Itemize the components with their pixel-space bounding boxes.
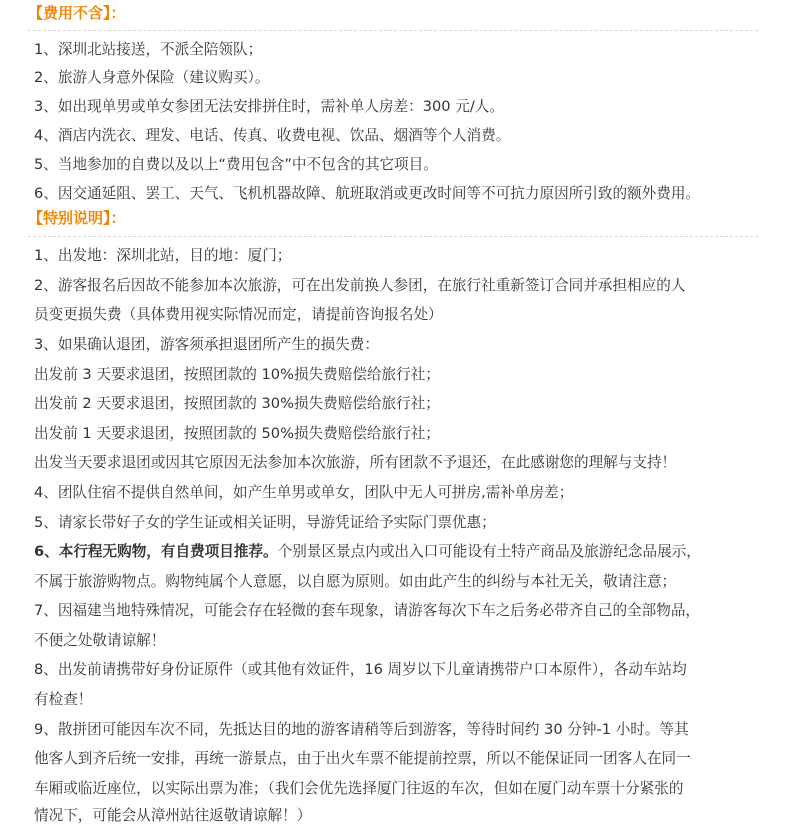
special-note-line: 出发前 1 天要求退团，按照团款的 50%损失费赔偿给旅行社； bbox=[34, 425, 440, 442]
special-note-line bbox=[34, 542, 701, 562]
section-divider bbox=[28, 30, 758, 31]
fees-excluded-title: 【费用不含】： bbox=[28, 4, 126, 22]
special-note-line: 出发前 2 天要求退团，按照团款的 30%损失费赔偿给旅行社； bbox=[34, 395, 440, 412]
special-note-line: 2、游客报名后因故不能参加本次旅游，可在出发前换人参团，在旅行社重新签订合同并承担相应的人 bbox=[34, 277, 686, 294]
special-note-line: 1、出发地：深圳北站，目的地：厦门； bbox=[34, 247, 292, 264]
special-note-line: 他客人到齐后统一安排，再统一游景点，由于出火车票不能提前控票，所以不能保证同一团客人在同一 bbox=[34, 750, 691, 767]
fees-excluded-item: 6、因交通延阻、罢工、天气、飞机机器故障、航班取消或更改时间等不可抗力原因所引致的额外费用。 bbox=[34, 185, 701, 202]
special-note-line: 5、请家长带好子女的学生证或相关证明，导游凭证给予实际门票优惠； bbox=[34, 514, 496, 531]
fees-excluded-item: 5、当地参加的自费以及以上“费用包含”中不包含的其它项目。 bbox=[34, 156, 438, 173]
fees-excluded-item: 3、如出现单男或单女参团无法安排拼住时，需补单人房差：300 元/人。 bbox=[34, 98, 504, 115]
special-note-line: 不便之处敬请谅解！ bbox=[34, 632, 166, 649]
special-note-line: 情况下，可能会从漳州站往返敬请谅解！） bbox=[34, 807, 312, 824]
special-note-line: 出发当天要求退团或因其它原因无法参加本次旅游，所有团款不予退还，在此感谢您的理解与支持！ bbox=[34, 454, 677, 471]
special-note-line: 9、散拼团可能因车次不同，先抵达目的地的游客请稍等后到游客，等待时间约 30 分钟-1 小时。等其 bbox=[34, 721, 689, 738]
fees-excluded-item: 2、旅游人身意外保险（建议购买）。 bbox=[34, 69, 270, 86]
special-note-line: 车厢或临近座位，以实际出票为准；（我们会优先选择厦门往返的车次，但如在厦门动车票十分紧张的 bbox=[34, 780, 684, 797]
special-note-line: 3、如果确认退团，游客须承担退团所产生的损失费： bbox=[34, 336, 379, 353]
special-note-line: 8、出发前请携带好身份证原件（或其他有效证件，16 周岁以下儿童请携带户口本原件），各动车站均 bbox=[34, 661, 687, 678]
fees-excluded-item: 4、酒店内洗衣、理发、电话、传真、收费电视、饮品、烟酒等个人消费。 bbox=[34, 127, 511, 144]
no-shopping-highlight: 6、本行程无购物，有自费项目推荐。 bbox=[34, 543, 278, 560]
section-divider bbox=[28, 236, 758, 237]
special-notes-title: 【特别说明】： bbox=[28, 209, 126, 227]
special-note-line: 员变更损失费（具体费用视实际情况而定，请提前咨询报名处） bbox=[34, 306, 443, 323]
fees-excluded-item: 1、深圳北站接送，不派全陪领队； bbox=[34, 41, 263, 58]
special-note-line: 有检查！ bbox=[34, 691, 93, 708]
special-note-line: 不属于旅游购物点。购物纯属个人意愿，以自愿为原则。如由此产生的纠纷与本社无关，敬请注意； bbox=[34, 573, 677, 590]
special-note-text: 个别景区景点内或出入口可能设有土特产商品及旅游纪念品展示， bbox=[277, 543, 701, 560]
special-note-line: 4、团队住宿不提供自然单间，如产生单男或单女，团队中无人可拼房,需补单房差； bbox=[34, 484, 574, 501]
special-note-line: 出发前 3 天要求退团，按照团款的 10%损失费赔偿给旅行社； bbox=[34, 366, 440, 383]
special-note-line: 7、因福建当地特殊情况，可能会存在轻微的套车现象，请游客每次下车之后务必带齐自己的全部物品， bbox=[34, 602, 701, 619]
